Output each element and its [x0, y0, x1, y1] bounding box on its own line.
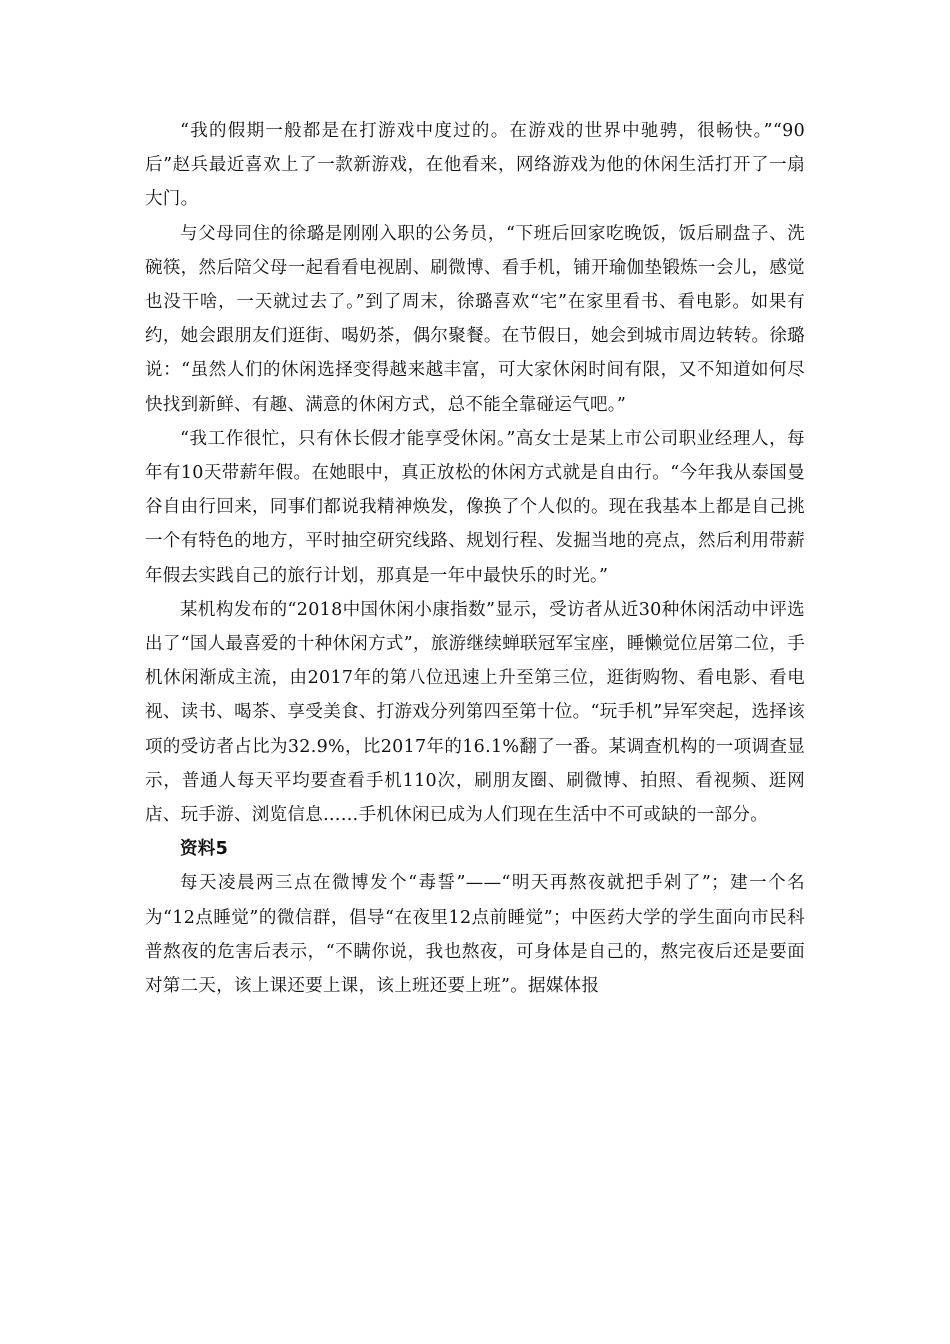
paragraph-ms-gao: “我工作很忙，只有休长假才能享受休闲。”高女士是某上市公司职业经理人，每年有10天带薪年假。在她眼中，真正放松的休闲方式就是自由行。“今年我从泰国曼谷自由行回来，同事们都说我精神焕发，像换了个人似的。现在我基本上都是自己挑一个有特色的地方，平时抽空研究线路、规划行程、发掘当地的亮点，然后利用带薪年假去实践自己的旅行计划，那真是一年中最快乐的时光。” — [145, 428, 805, 586]
paragraph-leisure-index: 某机构发布的“2018中国休闲小康指数”显示，受访者从近30种休闲活动中评选出了“国人最喜爱的十种休闲方式”，旅游继续蝉联冠军宝座，睡懒觉位居第二位，手机休闲渐成主流，由2017年的第八位迅速上升至第三位，逛街购物、看电影、看电视、读书、喝茶、享受美食、打游戏分列第四至第十位。“玩手机”异军突起，选择该项的受访者占比为32.9%，比2017年的16.1%翻了一番。某调查机构的一项调查显示，普通人每天平均要查看手机110次，刷朋友圈、刷微博、拍照、看视频、逛网店、玩手游、浏览信息……手机休闲已成为人们现在生活中不可或缺的一部分。 — [145, 599, 805, 826]
section-heading-material-5: 资料5 — [180, 839, 229, 860]
document-body — [145, 114, 805, 1003]
paragraph-xu-lu: 与父母同住的徐璐是刚刚入职的公务员，“下班后回家吃晚饭，饭后刷盘子、洗碗筷，然后陪父母一起看看电视剧、刷微博、看手机，铺开瑜伽垫锻炼一会儿，感觉也没干啥，一天就过去了。”到了周末，徐璐喜欢“宅”在家里看书、看电影。如果有约，她会跟朋友们逛街、喝奶茶，偶尔聚餐。在节假日，她会到城市周边转转。徐璐说：“虽然人们的休闲选择变得越来越丰富，可大家休闲时间有限，又不知道如何尽快找到新鲜、有趣、满意的休闲方式，总不能全靠碰运气吧。” — [145, 223, 805, 415]
paragraph-staying-up-late: 每天凌晨两三点在微博发个“毒誓”——“明天再熬夜就把手剁了”；建一个名为“12点睡觉”的微信群，倡导“在夜里12点前睡觉”；中医药大学的学生面向市民科普熬夜的危害后表示，“不瞒你说，我也熬夜，可身体是自己的，熬完夜后还是要面对第二天，该上课还要上课，该上班还要上班”。据媒体报 — [145, 873, 805, 997]
paragraph-zhao-bing: “我的假期一般都是在打游戏中度过的。在游戏的世界中驰骋，很畅快。”“90后”赵兵最近喜欢上了一款新游戏，在他看来，网络游戏为他的休闲生活打开了一扇大门。 — [145, 121, 805, 210]
